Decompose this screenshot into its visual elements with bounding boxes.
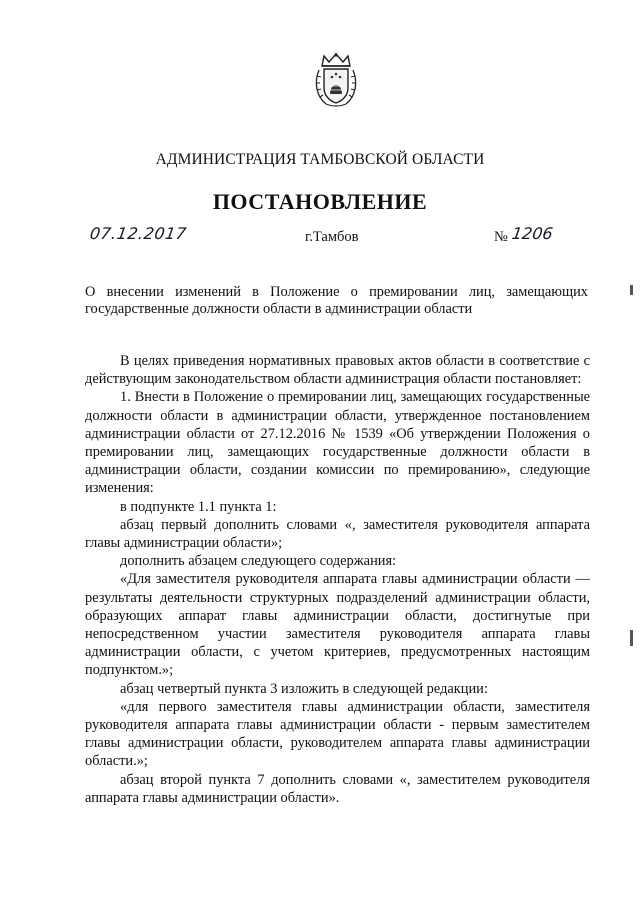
organization-name: АДМИНИСТРАЦИЯ ТАМБОВСКОЙ ОБЛАСТИ bbox=[155, 151, 485, 168]
document-subject: О внесении изменений в Положение о премировании лиц, замещающих государственные должности области в администрации области bbox=[85, 284, 588, 317]
tambov-coat-of-arms-icon bbox=[312, 52, 360, 110]
body-paragraph: дополнить абзацем следующего содержания: bbox=[120, 553, 397, 570]
document-city: г.Тамбов bbox=[305, 229, 359, 245]
document-number: 1206 bbox=[510, 224, 555, 243]
document-number-label: № bbox=[494, 229, 508, 245]
document-body bbox=[85, 352, 590, 807]
body-paragraph: В целях приведения нормативных правовых актов области в соответствие с действующим законодательством области администрация области постановляет: bbox=[85, 353, 590, 388]
scan-edge-mark bbox=[630, 285, 633, 295]
body-paragraph: «для первого заместителя главы администрации области, заместителя руководителя аппарата главы администрации области - первым заместителем главы администрации области, руководителем аппарата главы администрации области.»; bbox=[85, 698, 590, 770]
body-paragraph: 1. Внести в Положение о премировании лиц, замещающих государственные должности области в администрации области, утвержденное постановлением администрации области от 27.12.2016 № 1539 «Об утверждении Положения о премировании лиц, замещающих государственные должности области в администрации области, создании комиссии по премированию», следующие изменения: bbox=[85, 389, 590, 497]
document-type-title: ПОСТАНОВЛЕНИЕ bbox=[212, 189, 428, 214]
scan-edge-mark bbox=[630, 630, 633, 646]
body-paragraph: абзац первый дополнить словами «, заместителя руководителя аппарата главы администрации области»; bbox=[85, 516, 590, 552]
document-date: 07.12.2017 bbox=[88, 224, 188, 243]
body-paragraph: абзац второй пункта 7 дополнить словами «, заместителем руководителя аппарата главы администрации области». bbox=[85, 771, 590, 806]
body-paragraph: абзац четвертый пункта 3 изложить в следующей редакции: bbox=[120, 680, 488, 697]
body-paragraph: в подпункте 1.1 пункта 1: bbox=[120, 498, 277, 515]
body-paragraph: «Для заместителя руководителя аппарата главы администрации области — результаты деятельности структурных подразделений администрации области, образующих аппарат главы администрации области, достигнутые при непосредственном участии заместителя руководителя аппарата главы администрации области, с учетом критериев, предусмотренных настоящим подпунктом.»; bbox=[85, 571, 590, 679]
